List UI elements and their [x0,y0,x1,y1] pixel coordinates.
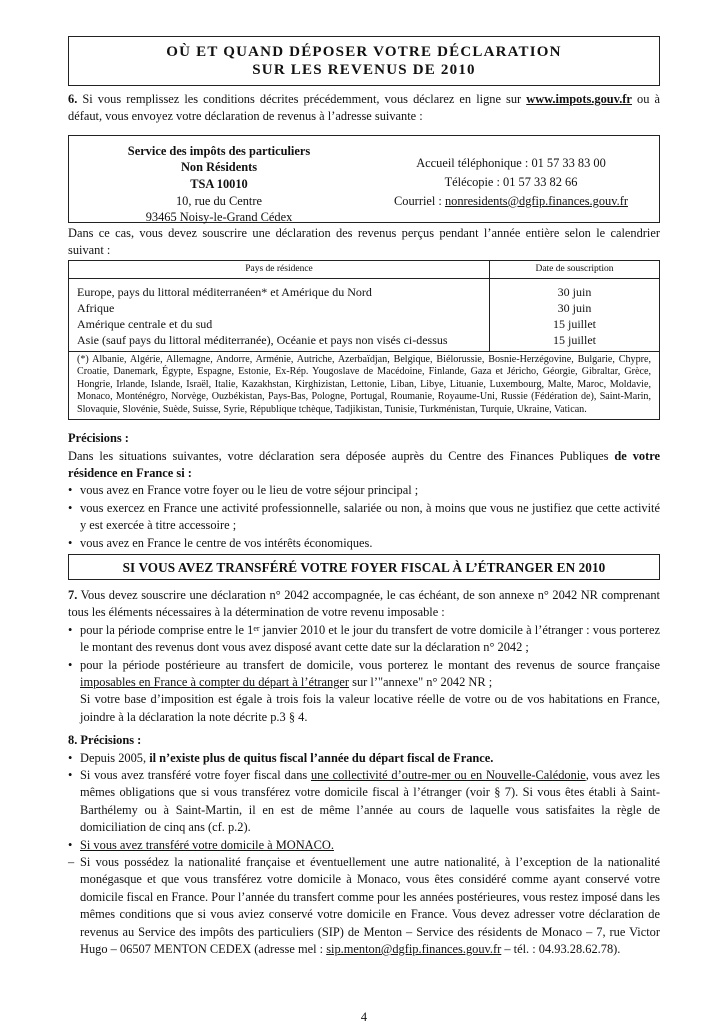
col-header-country: Pays de résidence [69,260,490,278]
col-header-date: Date de souscription [490,260,660,278]
list-item: • Si vous avez transféré votre foyer fiscal dans une collectivité d’outre-mer ou en Nouvelle-Calédonie, vous avez les mêmes obligations que si vous transférez votre domicile fiscal à l’étranger (voir § 7). Si vous êtes établi à Saint-Barthélemy ou à Saint-Martin, il en est de même l’année au cours de laquelle vous satisfaites la règle de domiciliation de cinq ans (cf. p.2). [68,768,660,835]
list-item: • pour la période comprise entre le 1er janvier 2010 et le jour du transfert de votre domicile à l’étranger : vous porterez le montant des revenus dont vous avez disposé avant cette date sur la déclaration n° 2042 ; [68,622,660,655]
email-line: Courriel : nonresidents@dgfip.finances.gouv.fr [394,193,628,208]
title-line-1: OÙ ET QUAND DÉPOSER VOTRE DÉCLARATION [166,44,562,60]
precisions-intro: Dans les situations suivantes, votre déclaration sera déposée auprès du Centre des Finances Publiques de votre résidence en France si : [68,448,660,480]
impots-website-link[interactable]: www.impots.gouv.fr [526,92,632,106]
fax-number: Télécopie : 01 57 33 82 66 [444,174,578,189]
list-item: • vous avez en France le centre de vos intérêts économiques. [68,535,373,550]
table-row: Afrique 30 juin [69,300,660,316]
transfer-section-title: SI VOUS AVEZ TRANSFÉRÉ VOTRE FOYER FISCAL À L’ÉTRANGER EN 2010 [68,554,660,580]
mediterranean-countries-footnote: (*) Albanie, Algérie, Allemagne, Andorre, Arménie, Autriche, Azerbaïdjan, Belgique, Biélorussie, Bosnie-Herzégovine, Bulgarie, Chypre, Croatie, Danemark, Égypte, Espagne, Estonie, Ex-Rép. Yougoslave de Macédoine, Finlande, Gaza et Jéricho, Géorgie, Gibraltar, Grèce, Hongrie, Irlande, Islande, Israël, Italie, Kazakhstan, Kirghizistan, Lettonie, Liban, Libye, Lituanie, Luxembourg, Malte, Maroc, Moldavie, Monaco, Monténégro, Norvège, Ouzbékistan, Pays-Bas, Pologne, Portugal, Roumanie, Royaume-Uni, Russie (Fédération de), Saint-Marin, Slovaquie, Slovénie, Suède, Suisse, Syrie, République tchèque, Tadjikistan, Tunisie, Turkménistan, Turquie, Ukraine, Vatican. [68,352,660,421]
contact-details [373,154,649,211]
list-item: • vous avez en France votre foyer ou le lieu de votre séjour principal ; [68,483,419,498]
paragraph-6: 6. Si vous remplissez les conditions décrites précédemment, vous déclarez en ligne sur www.impots.gouv.fr ou à défaut, vous envoyez votre déclaration de revenus à l’adresse suivante : [68,92,660,124]
paragraph-6-number: 6. [68,92,78,106]
title-line-2: SUR LES REVENUS DE 2010 [252,62,476,78]
list-item: • pour la période postérieure au transfert de domicile, vous porterez le montant des revenus de source française imposables en France à compter du départ à l’étranger sur l’"annexe" n° 2042 NR ; Si votre base d’imposition est égale à trois fois la valeur locative réelle de votre ou de vos habitations en France, joindre à la déclaration la note décrite p.3 § 4. [68,657,660,724]
calendar-intro: Dans ce cas, vous devez souscrire une déclaration des revenus perçus pendant l’année entière selon le calendrier suivant : [68,225,660,258]
list-item: • Si vous avez transféré votre domicile à MONACO. [68,837,334,852]
paragraph-8-heading: 8. Précisions : [68,733,142,748]
list-item: • vous exercez en France une activité professionnelle, salariée ou non, à moins que vous ne justifiez que cette activité y est exercée à titre accessoire ; [68,500,660,533]
postal-address: Service des impôts des particuliers Non Résidents TSA 10010 10, rue du Centre 93465 Noisy-le-Grand Cédex [127,143,311,225]
menton-email-link[interactable]: sip.menton@dgfip.finances.gouv.fr [326,942,502,957]
paragraph-7: 7. Vous devez souscrire une déclaration n° 2042 accompagnée, le cas échéant, de son annexe n° 2042 NR comprenant tous les éléments nécessaires à la détermination de votre revenu imposable : [68,587,660,620]
table-row: Europe, pays du littoral méditerranéen* et Amérique du Nord 30 juin [69,278,660,300]
filing-calendar-table [68,260,660,352]
phone-number: Accueil téléphonique : 01 57 33 83 00 [416,155,606,170]
list-item: – Si vous possédez la nationalité française et éventuellement une autre nationalité, à l’exception de la nationalité monégasque et que vous transférez votre domicile à Monaco, vous êtes considéré comme ayant conservé votre domicile fiscal en France. Pour l’année du transfert comme pour les années postérieures, vous restez imposé dans les mêmes conditions que si vous aviez conservé votre domicile en France. Vous devez adresser votre déclaration de revenus au Service des impôts des particuliers (SIP) de Menton – Service des résidents de Monaco – 7, rue Victor Hugo – 06507 MENTON CEDEX (adresse mel : sip.menton@dgfip.finances.gouv.fr – tél. : 04.93.28.62.78). [68,855,660,957]
section-title-box [68,36,660,86]
list-item: • Depuis 2005, il n’existe plus de quitus fiscal l’année du départ fiscal de France. [68,750,494,765]
table-row: Amérique centrale et du sud 15 juillet [69,316,660,332]
table-row: Asie (sauf pays du littoral méditerranée), Océanie et pays non visés ci-dessus 15 juillet [69,332,660,352]
nonresidents-email-link[interactable]: nonresidents@dgfip.finances.gouv.fr [444,193,628,208]
contact-box [68,135,660,223]
precisions-heading: Précisions : [68,431,129,446]
page-number: 4 [360,1010,368,1024]
page-content [68,36,660,959]
table-header-row [69,260,660,278]
